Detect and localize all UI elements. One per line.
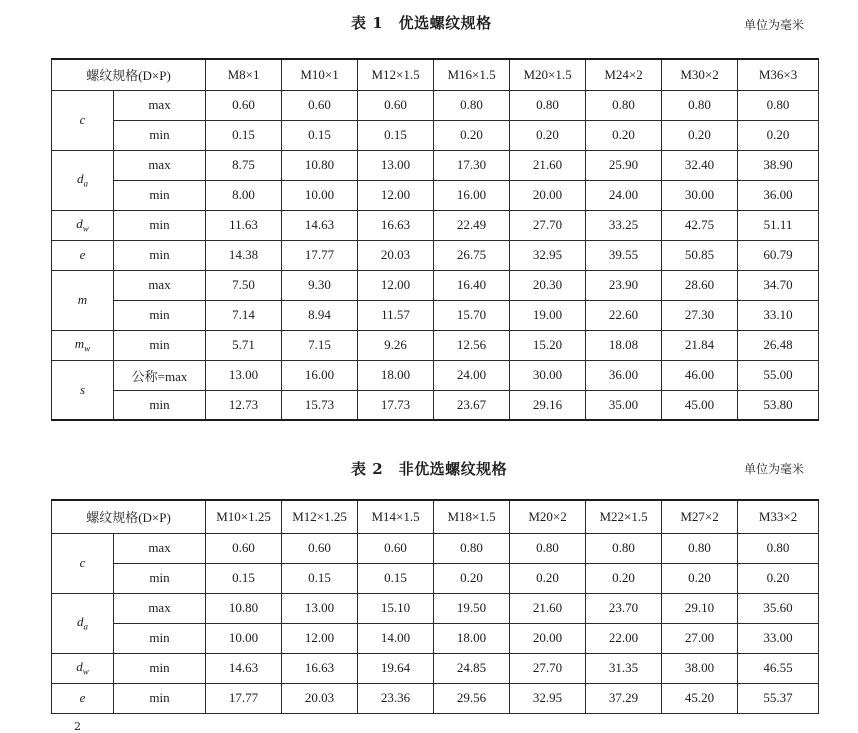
row-limit-label: max [114, 593, 206, 623]
value-cell: 0.15 [358, 120, 434, 150]
value-cell: 13.00 [282, 593, 358, 623]
value-cell: 42.75 [662, 210, 738, 240]
row-limit-label: min [114, 180, 206, 210]
value-cell: 38.00 [662, 653, 738, 683]
value-cell: 14.00 [358, 623, 434, 653]
value-cell: 8.94 [282, 300, 358, 330]
row-limit-label: min [114, 653, 206, 683]
value-cell: 24.00 [586, 180, 662, 210]
value-cell: 27.00 [662, 623, 738, 653]
value-cell: 10.80 [282, 150, 358, 180]
value-cell: 9.26 [358, 330, 434, 360]
header-row [52, 500, 819, 533]
value-cell: 0.20 [662, 120, 738, 150]
value-cell: 0.60 [206, 533, 282, 563]
value-cell: 14.38 [206, 240, 282, 270]
row-limit-label: min [114, 330, 206, 360]
parameter-symbol [52, 210, 114, 240]
column-header: M27×2 [662, 500, 738, 533]
parameter-subscript: w [82, 223, 89, 234]
value-cell: 0.20 [434, 563, 510, 593]
value-cell: 16.40 [434, 270, 510, 300]
value-cell: 45.00 [662, 390, 738, 420]
value-cell: 0.15 [206, 120, 282, 150]
value-cell: 0.80 [586, 533, 662, 563]
row-limit-label: max [114, 90, 206, 120]
parameter-subscript: a [83, 621, 88, 632]
value-cell: 17.73 [358, 390, 434, 420]
value-cell: 24.85 [434, 653, 510, 683]
column-header: M33×2 [738, 500, 819, 533]
parameter-symbol-text: e [79, 247, 86, 262]
column-header: M20×1.5 [510, 59, 586, 90]
value-cell: 51.11 [738, 210, 819, 240]
column-header: M8×1 [206, 59, 282, 90]
table-row [52, 653, 819, 683]
table-row [52, 533, 819, 563]
value-cell: 7.50 [206, 270, 282, 300]
value-cell: 20.03 [282, 683, 358, 713]
table-row [52, 593, 819, 623]
parameter-symbol [52, 270, 114, 330]
value-cell: 0.80 [662, 533, 738, 563]
value-cell: 0.20 [434, 120, 510, 150]
value-cell: 39.55 [586, 240, 662, 270]
row-limit-label: max [114, 533, 206, 563]
value-cell: 18.00 [434, 623, 510, 653]
column-header: M16×1.5 [434, 59, 510, 90]
value-cell: 55.00 [738, 360, 819, 390]
parameter-symbol [52, 653, 114, 683]
parameter-symbol-text: d [77, 171, 84, 187]
value-cell: 0.80 [586, 90, 662, 120]
value-cell: 28.60 [662, 270, 738, 300]
table-row [52, 270, 819, 300]
value-cell: 20.30 [510, 270, 586, 300]
value-cell: 0.80 [434, 533, 510, 563]
parameter-symbol-text: d [76, 216, 83, 232]
value-cell: 15.73 [282, 390, 358, 420]
value-cell: 12.73 [206, 390, 282, 420]
value-cell: 0.60 [282, 533, 358, 563]
value-cell: 0.60 [282, 90, 358, 120]
parameter-symbol [52, 683, 114, 713]
value-cell: 14.63 [206, 653, 282, 683]
column-header: M14×1.5 [358, 500, 434, 533]
value-cell: 0.15 [282, 120, 358, 150]
value-cell: 27.70 [510, 210, 586, 240]
value-cell: 8.00 [206, 180, 282, 210]
value-cell: 13.00 [206, 360, 282, 390]
table-row [52, 120, 819, 150]
column-header: M30×2 [662, 59, 738, 90]
table-row [52, 240, 819, 270]
parameter-symbol [52, 533, 114, 593]
value-cell: 27.30 [662, 300, 738, 330]
value-cell: 45.20 [662, 683, 738, 713]
value-cell: 0.20 [586, 563, 662, 593]
value-cell: 12.56 [434, 330, 510, 360]
value-cell: 17.77 [206, 683, 282, 713]
value-cell: 11.57 [358, 300, 434, 330]
table1-caption: 表 1 优选螺纹规格 [351, 14, 492, 32]
table-row [52, 623, 819, 653]
column-header: M12×1.5 [358, 59, 434, 90]
value-cell: 60.79 [738, 240, 819, 270]
value-cell: 33.00 [738, 623, 819, 653]
preferred-thread-table [51, 58, 819, 421]
value-cell: 23.36 [358, 683, 434, 713]
value-cell: 16.00 [282, 360, 358, 390]
table-row [52, 90, 819, 120]
value-cell: 0.15 [282, 563, 358, 593]
value-cell: 25.90 [586, 150, 662, 180]
value-cell: 0.80 [738, 533, 819, 563]
value-cell: 29.10 [662, 593, 738, 623]
value-cell: 21.84 [662, 330, 738, 360]
value-cell: 37.29 [586, 683, 662, 713]
value-cell: 5.71 [206, 330, 282, 360]
value-cell: 13.00 [358, 150, 434, 180]
value-cell: 0.15 [206, 563, 282, 593]
parameter-symbol-text: c [79, 112, 86, 127]
parameter-symbol-text: d [77, 614, 84, 630]
value-cell: 7.15 [282, 330, 358, 360]
row-limit-label: min [114, 120, 206, 150]
value-cell: 0.20 [738, 120, 819, 150]
value-cell: 21.60 [510, 593, 586, 623]
value-cell: 15.70 [434, 300, 510, 330]
header-spec-label: 螺纹规格(D×P) [52, 59, 206, 90]
value-cell: 9.30 [282, 270, 358, 300]
table2-unit: 单位为毫米 [744, 462, 805, 476]
parameter-symbol-text: s [79, 381, 86, 397]
page-number: 2 [74, 720, 81, 733]
value-cell: 8.75 [206, 150, 282, 180]
table-row [52, 180, 819, 210]
table-row [52, 330, 819, 360]
table-row [52, 210, 819, 240]
value-cell: 20.03 [358, 240, 434, 270]
header-spec-label: 螺纹规格(D×P) [52, 500, 206, 533]
value-cell: 15.20 [510, 330, 586, 360]
parameter-symbol-text: m [74, 336, 85, 352]
value-cell: 12.00 [282, 623, 358, 653]
value-cell: 32.95 [510, 240, 586, 270]
value-cell: 26.48 [738, 330, 819, 360]
row-limit-label: 公称=max [114, 360, 206, 390]
row-limit-label: min [114, 240, 206, 270]
table-row [52, 300, 819, 330]
value-cell: 0.80 [434, 90, 510, 120]
value-cell: 26.75 [434, 240, 510, 270]
value-cell: 55.37 [738, 683, 819, 713]
value-cell: 36.00 [738, 180, 819, 210]
row-limit-label: max [114, 270, 206, 300]
value-cell: 34.70 [738, 270, 819, 300]
value-cell: 23.70 [586, 593, 662, 623]
value-cell: 18.00 [358, 360, 434, 390]
column-header: M12×1.25 [282, 500, 358, 533]
value-cell: 33.10 [738, 300, 819, 330]
value-cell: 12.00 [358, 270, 434, 300]
value-cell: 11.63 [206, 210, 282, 240]
table-row [52, 360, 819, 390]
value-cell: 0.80 [738, 90, 819, 120]
value-cell: 24.00 [434, 360, 510, 390]
parameter-symbol [52, 240, 114, 270]
parameter-subscript: w [84, 343, 91, 354]
parameter-symbol [52, 360, 114, 420]
value-cell: 0.15 [358, 563, 434, 593]
value-cell: 30.00 [662, 180, 738, 210]
column-header: M10×1.25 [206, 500, 282, 533]
value-cell: 10.00 [282, 180, 358, 210]
value-cell: 35.60 [738, 593, 819, 623]
value-cell: 22.49 [434, 210, 510, 240]
value-cell: 0.80 [662, 90, 738, 120]
parameter-symbol-text: c [79, 555, 86, 570]
value-cell: 12.00 [358, 180, 434, 210]
parameter-symbol [52, 90, 114, 150]
value-cell: 29.16 [510, 390, 586, 420]
value-cell: 22.00 [586, 623, 662, 653]
table-row [52, 150, 819, 180]
value-cell: 18.08 [586, 330, 662, 360]
parameter-symbol-text: e [79, 690, 86, 705]
value-cell: 20.00 [510, 623, 586, 653]
value-cell: 20.00 [510, 180, 586, 210]
row-limit-label: min [114, 563, 206, 593]
value-cell: 16.00 [434, 180, 510, 210]
table-row [52, 683, 819, 713]
value-cell: 0.20 [586, 120, 662, 150]
value-cell: 46.55 [738, 653, 819, 683]
value-cell: 29.56 [434, 683, 510, 713]
parameter-symbol-text: d [76, 659, 83, 675]
table2-caption: 表 2 非优选螺纹规格 [351, 460, 508, 478]
value-cell: 0.20 [662, 563, 738, 593]
value-cell: 46.00 [662, 360, 738, 390]
value-cell: 31.35 [586, 653, 662, 683]
value-cell: 14.63 [282, 210, 358, 240]
value-cell: 17.77 [282, 240, 358, 270]
value-cell: 50.85 [662, 240, 738, 270]
row-limit-label: min [114, 390, 206, 420]
table1-unit: 单位为毫米 [744, 18, 805, 32]
parameter-symbol [52, 593, 114, 653]
table-row [52, 390, 819, 420]
value-cell: 15.10 [358, 593, 434, 623]
value-cell: 35.00 [586, 390, 662, 420]
value-cell: 0.60 [206, 90, 282, 120]
row-limit-label: min [114, 300, 206, 330]
parameter-symbol [52, 150, 114, 210]
column-header: M22×1.5 [586, 500, 662, 533]
value-cell: 23.67 [434, 390, 510, 420]
value-cell: 32.95 [510, 683, 586, 713]
column-header: M18×1.5 [434, 500, 510, 533]
value-cell: 16.63 [282, 653, 358, 683]
value-cell: 0.20 [510, 120, 586, 150]
value-cell: 30.00 [510, 360, 586, 390]
value-cell: 32.40 [662, 150, 738, 180]
parameter-subscript: a [83, 178, 88, 189]
column-header: M10×1 [282, 59, 358, 90]
value-cell: 0.80 [510, 90, 586, 120]
value-cell: 0.60 [358, 533, 434, 563]
row-limit-label: min [114, 623, 206, 653]
parameter-subscript: w [82, 666, 89, 677]
parameter-symbol [52, 330, 114, 360]
value-cell: 22.60 [586, 300, 662, 330]
value-cell: 38.90 [738, 150, 819, 180]
non-preferred-thread-table [51, 499, 819, 714]
value-cell: 17.30 [434, 150, 510, 180]
value-cell: 21.60 [510, 150, 586, 180]
value-cell: 16.63 [358, 210, 434, 240]
value-cell: 0.20 [510, 563, 586, 593]
value-cell: 10.00 [206, 623, 282, 653]
column-header: M20×2 [510, 500, 586, 533]
table-row [52, 563, 819, 593]
row-limit-label: min [114, 683, 206, 713]
value-cell: 19.00 [510, 300, 586, 330]
value-cell: 0.80 [510, 533, 586, 563]
value-cell: 7.14 [206, 300, 282, 330]
header-row [52, 59, 819, 90]
value-cell: 19.64 [358, 653, 434, 683]
column-header: M24×2 [586, 59, 662, 90]
value-cell: 23.90 [586, 270, 662, 300]
value-cell: 0.20 [738, 563, 819, 593]
value-cell: 36.00 [586, 360, 662, 390]
value-cell: 10.80 [206, 593, 282, 623]
value-cell: 0.60 [358, 90, 434, 120]
value-cell: 19.50 [434, 593, 510, 623]
value-cell: 27.70 [510, 653, 586, 683]
parameter-symbol-text: m [77, 292, 88, 307]
column-header: M36×3 [738, 59, 819, 90]
row-limit-label: max [114, 150, 206, 180]
value-cell: 33.25 [586, 210, 662, 240]
row-limit-label: min [114, 210, 206, 240]
value-cell: 53.80 [738, 390, 819, 420]
